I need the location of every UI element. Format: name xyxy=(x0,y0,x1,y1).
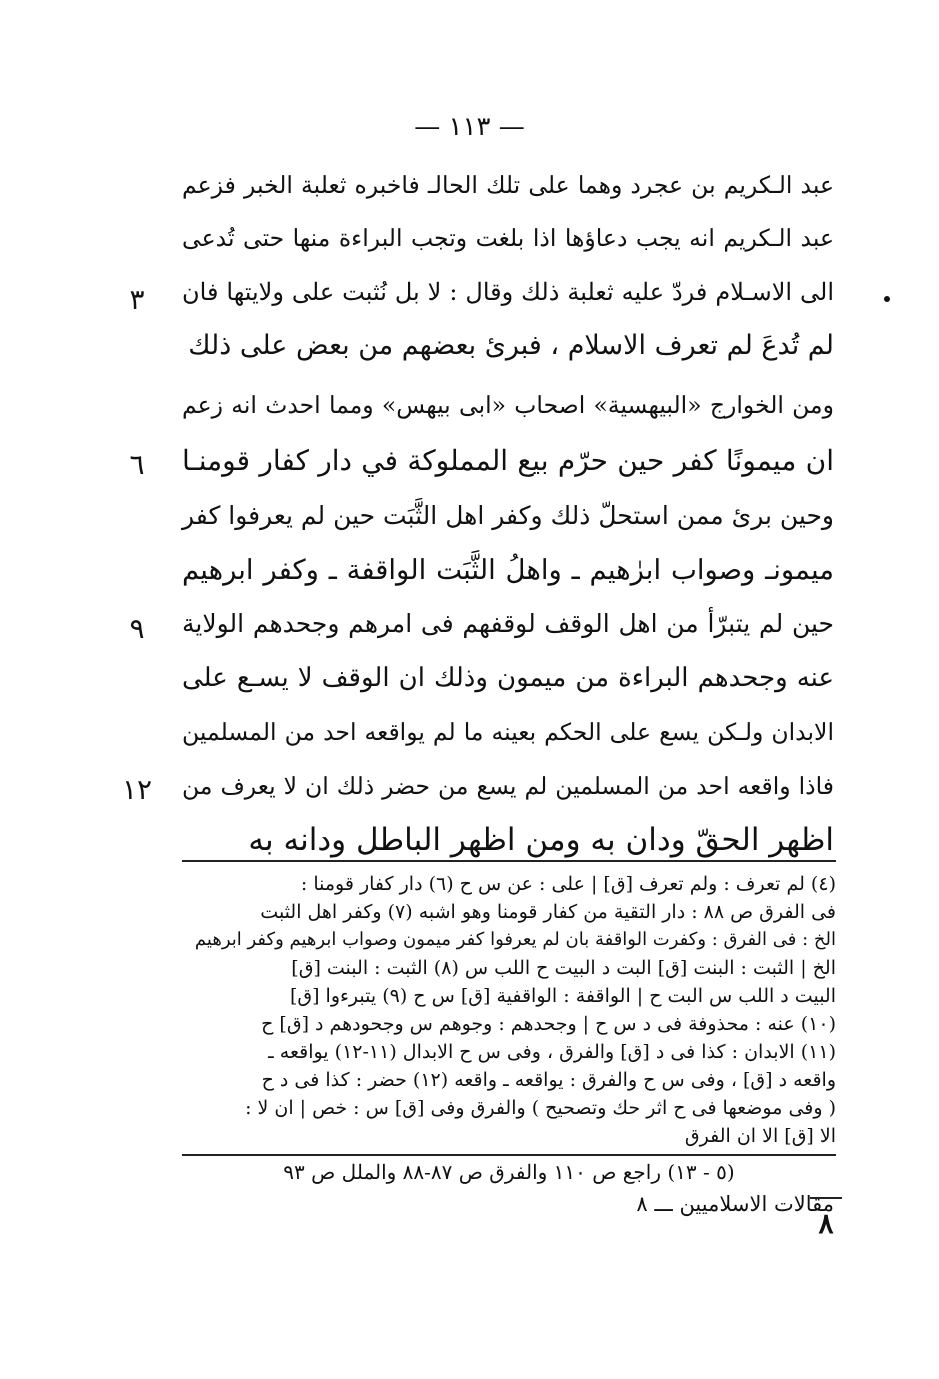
footnote-line: ( وفى موضعها فى ح اثر حك وتصحيح ) والفرق وفى [ق] س : خص | ان لا : xyxy=(245,1097,836,1119)
text-line: وحين برئ ممن استحلّ ذلك وكفر اهل الثَّبَت حين لم يعرفوا كفر xyxy=(182,501,834,530)
signature-mark: ٨ xyxy=(818,1207,834,1240)
text-line: اظهر الحقّ ودان به ومن اظهر الباطل ودانه به xyxy=(248,822,834,858)
footnote-line: الا [ق] الا ان الفرق xyxy=(684,1125,836,1147)
footer-title: مقالات الاسلاميين ـــ ٨ xyxy=(636,1192,834,1216)
text-line: حين لم يتبرّأ من اهل الوقف لوقفهم فى امرهم وجحدهم الولاية xyxy=(182,609,834,638)
signature-rule xyxy=(810,1197,842,1199)
line-number: ١٢ xyxy=(121,773,153,806)
reference-note: (٥ - ١٣) راجع ص ١١٠ والفرق ص ٨٧-٨٨ والملل ص ٩٣ xyxy=(283,1160,735,1184)
line-number: ٦ xyxy=(129,448,145,481)
text-line: الى الاسـلام فردّ عليه ثعلبة ذلك وقال : لا بل نُثبت على ولايتها فان xyxy=(182,278,835,306)
line-number: ٣ xyxy=(129,283,145,316)
text-line: الابدان ولـكن يسع على الحكم بعينه ما لم يواقعه احد من المسلمين xyxy=(182,718,834,746)
text-line: ان ميمونًا كفر حين حرّم بيع المملوكة في دار كفار قومنـا xyxy=(182,444,834,477)
line-number: ٩ xyxy=(129,612,145,645)
text-line: ميمونـ وصواب ابرٰهيم ـ واهلُ الثَّبَت الواقفة ـ وكفر ابرهيم xyxy=(182,554,834,586)
text-line: لم تُدعَ لم تعرف الاسلام ، فبرئ بعضهم من بعض على ذلك xyxy=(188,330,834,361)
footnote-line: البيت د اللب س البت ح | الواقفة : الواقفية [ق] س ح (٩) يتبرءوا [ق] xyxy=(289,985,836,1007)
text-line: ومن الخوارج «البيهسية» اصحاب «ابى بيهس» ومما احدث انه زعم xyxy=(182,391,834,419)
footnote-separator xyxy=(182,860,836,862)
footnote-line: الخ : فى الفرق : وكفرت الواقفة بان لم يعرفوا كفر ميمون وصواب ابرهيم وكفر ابرهيم xyxy=(194,929,836,950)
footnote-line: واقعه د [ق] ، وفى س ح والفرق : يواقعه ـ واقعه (١٢) حضر : كذا فى د ح xyxy=(261,1069,836,1091)
footnote-line: (٤) لم تعرف : ولم تعرف [ق] | على : عن س ح (٦) دار كفار قومنا : xyxy=(300,873,836,895)
footnote-line: (١١) الابدان : كذا فى د [ق] والفرق ، وفى س ح الابدال (١١-١٢) يواقعه ـ xyxy=(268,1041,836,1063)
margin-dot xyxy=(884,296,890,302)
text-line: عبد الـكريم انه يجب دعاؤها اذا بلغت وتجب البراءة منها حتى تُدعى xyxy=(182,224,834,252)
page-number: — ١١٣ — xyxy=(414,112,525,142)
text-line: عبد الـكريم بن عجرد وهما على تلك الحالـ فاخبره ثعلبة الخبر فزعم xyxy=(182,171,834,199)
text-line: عنه وجحدهم البراءة من ميمون وذلك ان الوقف لا يسـع على xyxy=(182,663,834,693)
reference-separator xyxy=(182,1154,836,1156)
footnote-line: (١٠) عنه : محذوفة فى د س ح | وجحدهم : وجوهم س وجحودهم د [ق] ح xyxy=(261,1013,836,1035)
footnote-line: الخ | الثبت : البنت [ق] البت د البيت ح اللب س (٨) الثبت : البنت [ق] xyxy=(291,957,836,979)
footnote-line: فى الفرق ص ٨٨ : دار التقية من كفار قومنا وهو اشبه (٧) وكفر اهل الثبت xyxy=(260,901,836,923)
text-line: فاذا واقعه احد من المسلمين لم يسع من حضر ذلك ان لا يعرف من xyxy=(182,772,834,800)
